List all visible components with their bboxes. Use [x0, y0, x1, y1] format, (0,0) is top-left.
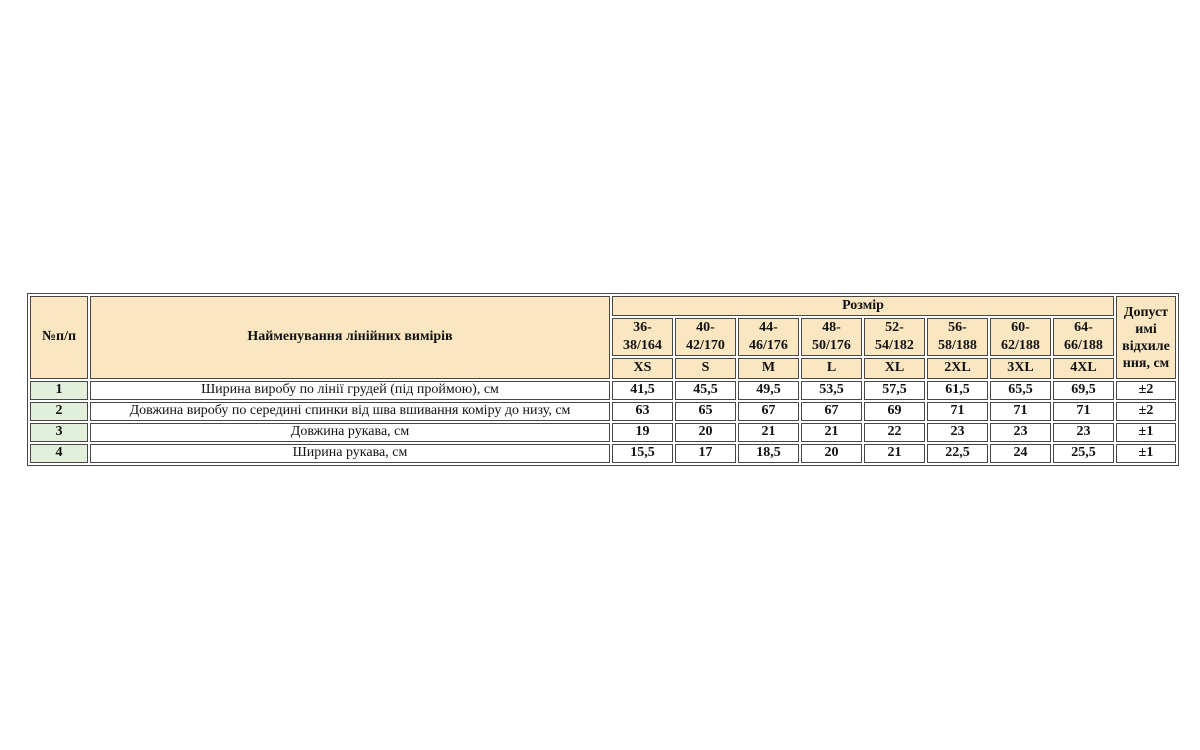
table-row [30, 423, 1176, 442]
tolerance-cell: ±2 [1116, 402, 1176, 421]
value-cell: 20 [675, 423, 736, 442]
measurement-name-cell: Довжина виробу по середині спинки від шва вшивання коміру до низу, см [90, 402, 610, 421]
size-range-cell: 44- 46/176 [738, 318, 799, 356]
size-range-cell: 60- 62/188 [990, 318, 1051, 356]
value-cell: 65 [675, 402, 736, 421]
value-cell: 21 [738, 423, 799, 442]
tolerance-header-line: відхиле [1122, 338, 1170, 354]
measurement-name-cell: Ширина виробу по лінії грудей (під проймою), см [90, 381, 610, 400]
value-cell: 67 [738, 402, 799, 421]
tolerance-header-line: имі [1135, 321, 1157, 337]
size-range-cell: 48- 50/176 [801, 318, 862, 356]
size-letter-cell: XL [864, 358, 925, 379]
size-letter-cell: S [675, 358, 736, 379]
table-row [30, 402, 1176, 421]
value-cell: 65,5 [990, 381, 1051, 400]
value-cell: 25,5 [1053, 444, 1114, 463]
row-number-cell: 3 [30, 423, 88, 442]
measurement-name-cell: Ширина рукава, см [90, 444, 610, 463]
size-chart-table [27, 293, 1179, 466]
row-number-cell: 4 [30, 444, 88, 463]
tolerance-header-line: Допуст [1123, 304, 1169, 320]
size-letter-cell: 4XL [1053, 358, 1114, 379]
row-number-cell: 2 [30, 402, 88, 421]
size-letter-cell: 3XL [990, 358, 1051, 379]
col-header-number: №п/п [30, 296, 88, 379]
value-cell: 69 [864, 402, 925, 421]
value-cell: 57,5 [864, 381, 925, 400]
value-cell: 67 [801, 402, 862, 421]
tolerance-cell: ±2 [1116, 381, 1176, 400]
value-cell: 20 [801, 444, 862, 463]
col-header-tolerance [1116, 296, 1176, 379]
value-cell: 71 [927, 402, 988, 421]
size-range-cell: 64- 66/188 [1053, 318, 1114, 356]
value-cell: 63 [612, 402, 673, 421]
col-header-size-group: Розмір [612, 296, 1114, 316]
value-cell: 22,5 [927, 444, 988, 463]
size-letter-cell: L [801, 358, 862, 379]
table-row [30, 381, 1176, 400]
size-letter-cell: 2XL [927, 358, 988, 379]
value-cell: 53,5 [801, 381, 862, 400]
size-range-cell: 36- 38/164 [612, 318, 673, 356]
size-letter-cell: M [738, 358, 799, 379]
value-cell: 69,5 [1053, 381, 1114, 400]
value-cell: 22 [864, 423, 925, 442]
value-cell: 71 [1053, 402, 1114, 421]
tolerance-cell: ±1 [1116, 423, 1176, 442]
value-cell: 45,5 [675, 381, 736, 400]
col-header-name: Найменування лінійних вимірів [90, 296, 610, 379]
value-cell: 15,5 [612, 444, 673, 463]
value-cell: 61,5 [927, 381, 988, 400]
value-cell: 23 [927, 423, 988, 442]
header-row-size-group [30, 296, 1176, 316]
value-cell: 17 [675, 444, 736, 463]
value-cell: 23 [1053, 423, 1114, 442]
size-letter-cell: XS [612, 358, 673, 379]
value-cell: 21 [801, 423, 862, 442]
value-cell: 18,5 [738, 444, 799, 463]
tolerance-header-line: ння, см [1122, 355, 1170, 371]
size-range-cell: 52- 54/182 [864, 318, 925, 356]
value-cell: 19 [612, 423, 673, 442]
value-cell: 49,5 [738, 381, 799, 400]
size-range-cell: 40- 42/170 [675, 318, 736, 356]
value-cell: 24 [990, 444, 1051, 463]
size-range-cell: 56- 58/188 [927, 318, 988, 356]
value-cell: 23 [990, 423, 1051, 442]
value-cell: 71 [990, 402, 1051, 421]
value-cell: 41,5 [612, 381, 673, 400]
value-cell: 21 [864, 444, 925, 463]
measurement-name-cell: Довжина рукава, см [90, 423, 610, 442]
row-number-cell: 1 [30, 381, 88, 400]
tolerance-cell: ±1 [1116, 444, 1176, 463]
table-row [30, 444, 1176, 463]
